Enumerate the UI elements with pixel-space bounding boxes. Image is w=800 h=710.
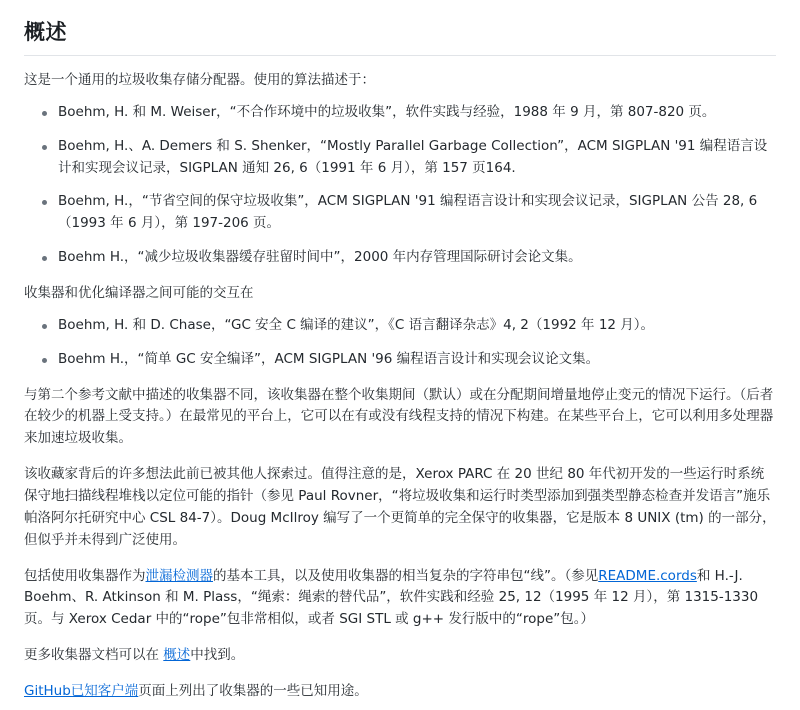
list-item: Boehm, H. 和 D. Chase，“GC 安全 C 编译的建议”，《C 语言翻译杂志》4, 2（1992 年 12 月）。 (46, 315, 776, 337)
thread-paragraph: 与第二个参考文献中描述的收集器不同，该收集器在整个收集期间（默认）或在分配期间增量地停止变元的情况下运行。（后者在较少的机器上受支持。）在最常见的平台上，它可以在有或没有线程支持的情况下构建。在某些平台上，它可以利用多处理器来加速垃圾收集。 (24, 386, 774, 447)
page-title: 概述 (24, 16, 776, 56)
docs-text-1: 更多收集器文档可以在 (24, 647, 159, 664)
clients-paragraph (24, 681, 776, 703)
list-item: Boehm, H. 和 M. Weiser，“不合作环境中的垃圾收集”，软件实践与经验，1988 年 9 月，第 807-820 页。 (46, 102, 776, 124)
docs-paragraph (24, 645, 776, 667)
docs-text-2: 中找到。 (190, 647, 245, 664)
interaction-references-list (24, 315, 776, 371)
references-list (24, 102, 776, 269)
tools-text-2: 的基本工具，以及使用收集器的相当复杂的字符串包“线”。（参见 (213, 567, 599, 584)
interaction-heading: 收集器和优化编译器之间可能的交互在 (24, 285, 254, 302)
intro-paragraph: 这是一个通用的垃圾收集存储分配器。使用的算法描述于： (24, 72, 375, 88)
leak-detector-link[interactable]: 泄漏检测器 (145, 567, 213, 584)
list-item: Boehm H.，“简单 GC 安全编译”，ACM SIGPLAN '96 编程语言设计和实现会议论文集。 (46, 349, 776, 371)
list-item: Boehm H.，“减少垃圾收集器缓存驻留时间中”，2000 年内存管理国际研讨会论文集。 (46, 247, 776, 269)
clients-text: 页面上列出了收集器的一些已知用途。 (138, 683, 368, 700)
list-item: Boehm, H.，“节省空间的保守垃圾收集”，ACM SIGPLAN '91 编程语言设计和实现会议记录，SIGPLAN 公告 28, 6（1993 年 6 月），第 197-206 页。 (46, 191, 776, 235)
history-paragraph: 该收藏家背后的许多想法此前已被其他人探索过。值得注意的是，Xerox PARC 在 20 世纪 80 年代初开发的一些运行时系统保守地扫描线程堆栈以定位可能的指针（参见 Paul Rovner，“将垃圾收集和运行时类型添加到强类型静态检查并发语言”施乐帕洛阿尔托研究中心 CSL 84-7）。Doug McIlroy 编写了一个更简单的完全保守的收集器，它是版本 8 UNIX (tm) 的一部分，但似乎并未得到广泛使用。 (24, 466, 776, 548)
overview-link[interactable]: 概述 (163, 647, 191, 664)
readme-cords-link[interactable]: README.cords (598, 567, 697, 584)
tools-text-1: 包括使用收集器作为 (24, 567, 146, 584)
list-item: Boehm, H.、A. Demers 和 S. Shenker，“Mostly Parallel Garbage Collection”，ACM SIGPLAN '91 编程语言设计和实现会议记录，SIGPLAN 通知 26, 6（1991 年 6 月），第 157 页164. (46, 136, 776, 180)
tools-paragraph (24, 566, 776, 632)
tools-text-3: 和 H.-J. Boehm、R. Atkinson 和 M. Plass，“绳索：绳索的替代品”，软件实践和经验 25, 12（1995 年 12 月），第 1315-1330 页。与 Xerox Cedar 中的“rope”包非常相似，或者 SGI STL 或 g++ 发行版中的“rope”包。） (24, 567, 759, 628)
github-known-clients-link[interactable]: GitHub已知客户端 (24, 683, 139, 700)
